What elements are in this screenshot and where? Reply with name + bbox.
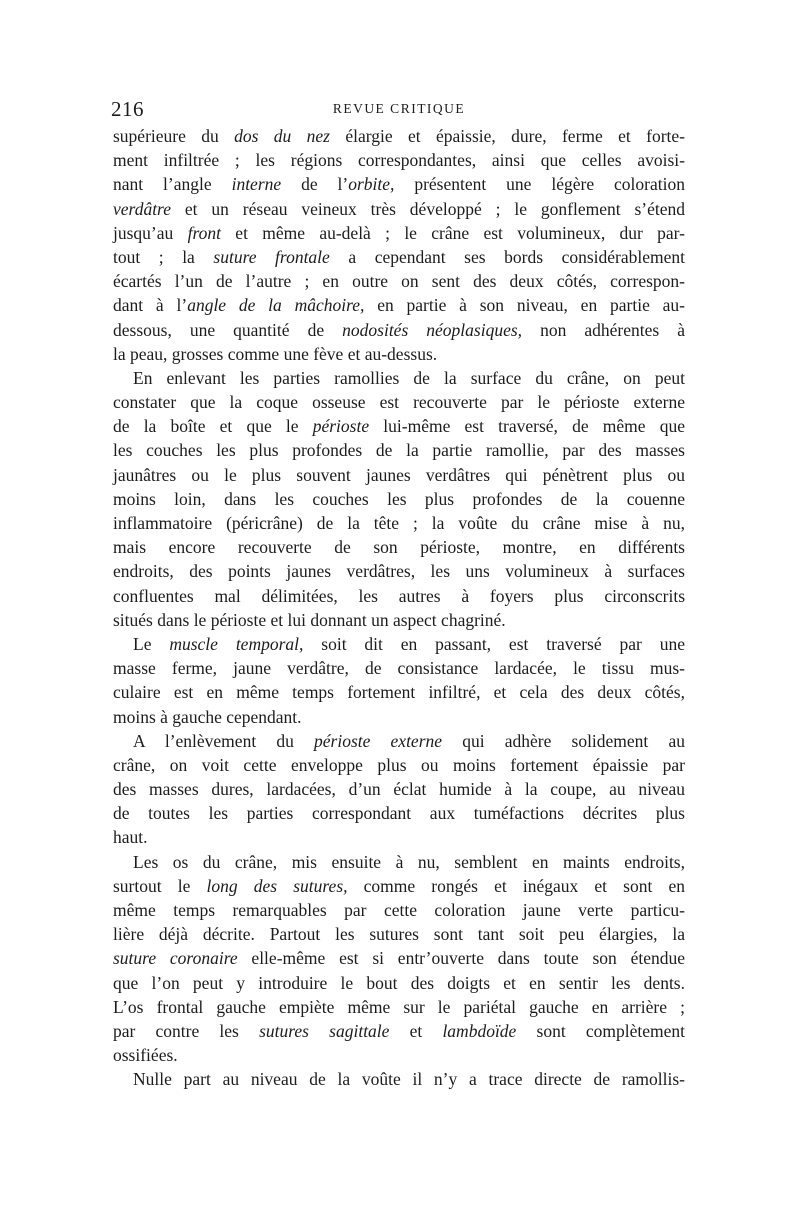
text-line (113, 1067, 685, 1091)
text-line (113, 705, 685, 729)
text-run: dessous, une quantité de (113, 319, 343, 340)
text-line (113, 414, 685, 438)
text-run: et même au-delà ; le crâne est volumineux, dur par- (220, 222, 685, 243)
text-run: sont complètement (516, 1020, 685, 1041)
text-run: supérieure du (113, 126, 235, 146)
italic-text: nodosités néoplasiques, (342, 319, 523, 340)
text-run: endroits, des points jaunes verdâtres, les uns volumineux à surfaces (113, 561, 685, 582)
italic-text: périoste externe (314, 730, 443, 751)
text-run: soit dit en passant, est traversé par une (303, 633, 685, 654)
text-line (113, 874, 685, 898)
text-line (113, 148, 685, 172)
italic-text: suture frontale (213, 246, 330, 267)
text-line (113, 850, 685, 874)
italic-text: verdâtre (113, 198, 171, 219)
text-run: même temps remarquables par cette coloration jaune verte particu- (113, 900, 685, 920)
text-run: jusqu’au (113, 222, 188, 243)
text-run: tout ; la (113, 246, 214, 267)
text-run: Les os du crâne, mis ensuite à nu, semblent en maints endroits, (133, 851, 685, 872)
text-run: et (389, 1020, 443, 1041)
text-run: mais encore recouverte de son périoste, montre, en différents (113, 537, 685, 558)
text-run: lui-même est traversé, de même que (369, 416, 685, 437)
text-line (113, 390, 685, 414)
text-run: de toutes les parties correspondant aux tuméfactions décrites plus (113, 803, 685, 824)
text-run: ossifiées. (113, 1045, 178, 1066)
text-body (113, 124, 685, 1092)
text-line (113, 1019, 685, 1043)
text-line (113, 366, 685, 390)
text-run: Nulle part au niveau de la voûte il n’y a trace directe de ramollis- (133, 1069, 685, 1090)
text-line (113, 438, 685, 462)
text-line (113, 632, 685, 656)
italic-text: sutures sagittale (259, 1020, 390, 1041)
text-run: elle-même est si entr’ouverte dans toute son étendue (237, 948, 685, 969)
text-run: L’os frontal gauche empiète même sur le pariétal gauche en arrière ; (113, 996, 685, 1017)
text-line (113, 680, 685, 704)
paragraph (113, 366, 685, 632)
text-run: moins loin, dans les couches les plus profondes de la couenne (113, 488, 685, 509)
text-run: par contre les (113, 1020, 260, 1041)
text-run: constater que la coque osseuse est recouverte par le périoste externe (113, 392, 685, 413)
text-line (113, 584, 685, 608)
text-line (113, 729, 685, 753)
text-line (113, 753, 685, 777)
text-run: nant l’angle (113, 174, 232, 195)
text-line (113, 487, 685, 511)
paragraph (113, 850, 685, 1068)
text-run: élargie et épaissie, dure, ferme et forte- (330, 126, 686, 146)
italic-text: orbite, (348, 174, 395, 195)
text-run: présentent une légère coloration (394, 174, 685, 195)
text-run: A l’enlèvement du (133, 730, 314, 751)
text-run: a cependant ses bords considérablement (329, 246, 685, 267)
text-line (113, 559, 685, 583)
italic-text: dos du nez (234, 126, 330, 146)
italic-text: périoste (312, 416, 370, 437)
text-run: moins à gauche cependant. (113, 706, 302, 727)
text-run: non adhérentes à (522, 319, 685, 340)
text-line (113, 269, 685, 293)
text-line (113, 318, 685, 342)
text-line (113, 463, 685, 487)
italic-text: muscle temporal, (169, 633, 304, 654)
italic-text: lambdoïde (442, 1020, 517, 1041)
page-number: 216 (111, 97, 144, 121)
text-run: que l’on peut y introduire le bout des doigts et en sentir les dents. (113, 972, 685, 993)
paragraph (113, 729, 685, 850)
text-line (113, 1043, 685, 1067)
paragraph (113, 1067, 685, 1091)
text-line (113, 898, 685, 922)
text-run: des masses dures, lardacées, d’un éclat humide à la coupe, au niveau (113, 779, 685, 800)
text-line (113, 946, 685, 970)
text-run: dant à l’ (113, 295, 188, 316)
running-head (111, 97, 687, 125)
text-run: de l’ (281, 174, 349, 195)
text-line (113, 124, 685, 148)
text-line (113, 971, 685, 995)
text-run: comme rongés et inégaux et sont en (347, 875, 685, 896)
text-run: inflammatoire (péricrâne) de la tête ; la voûte du crâne mise à nu, (113, 513, 685, 533)
text-run: situés dans le périoste et lui donnant un aspect chagriné. (113, 609, 506, 630)
text-line (113, 801, 685, 825)
text-run: En enlevant les parties ramollies de la surface du crâne, on peut (133, 367, 685, 388)
text-line (113, 293, 685, 317)
text-line (113, 172, 685, 196)
italic-text: front (187, 222, 221, 243)
text-line (113, 511, 685, 535)
text-line (113, 245, 685, 269)
text-line (113, 221, 685, 245)
italic-text: interne (231, 174, 282, 195)
text-run: surtout le (113, 875, 207, 896)
text-run: ment infiltrée ; les régions correspondantes, ainsi que celles avoisi- (113, 150, 685, 171)
text-run: écartés l’un de l’autre ; en outre on sent des deux côtés, correspon- (113, 271, 685, 292)
text-run: crâne, on voit cette enveloppe plus ou moins fortement épaissie par (113, 754, 685, 775)
text-run: haut. (113, 827, 148, 848)
text-line (113, 342, 685, 366)
text-run: masse ferme, jaune verdâtre, de consistance lardacée, le tissu mus- (113, 658, 685, 679)
text-run: Le (133, 633, 170, 654)
text-run: jaunâtres ou le plus souvent jaunes verdâtres qui pénètrent plus ou (113, 464, 685, 485)
text-run: confluentes mal délimitées, les autres à foyers plus circonscrits (113, 585, 685, 606)
text-line (113, 197, 685, 221)
italic-text: suture coronaire (113, 948, 238, 969)
paragraph (113, 124, 685, 366)
text-run: culaire est en même temps fortement infiltré, et cela des deux côtés, (113, 682, 685, 703)
text-line (113, 995, 685, 1019)
text-run: qui adhère solidement au (442, 730, 685, 751)
text-run: lière déjà décrite. Partout les sutures sont tant soit peu élargies, la (113, 924, 685, 945)
text-line (113, 608, 685, 632)
italic-text: angle de la mâchoire, (187, 295, 365, 316)
text-line (113, 535, 685, 559)
text-line (113, 825, 685, 849)
text-run: les couches les plus profondes de la partie ramollie, par des masses (113, 440, 685, 461)
text-line (113, 922, 685, 946)
italic-text: long des sutures, (206, 875, 348, 896)
text-run: la peau, grosses comme une fève et au-dessus. (113, 343, 438, 364)
paragraph (113, 632, 685, 729)
text-line (113, 777, 685, 801)
text-run: de la boîte et que le (113, 416, 313, 437)
text-run: et un réseau veineux très développé ; le gonflement s’étend (171, 198, 685, 219)
text-line (113, 656, 685, 680)
running-title: REVUE CRITIQUE (332, 101, 466, 116)
text-run: en partie à son niveau, en partie au- (364, 295, 685, 316)
